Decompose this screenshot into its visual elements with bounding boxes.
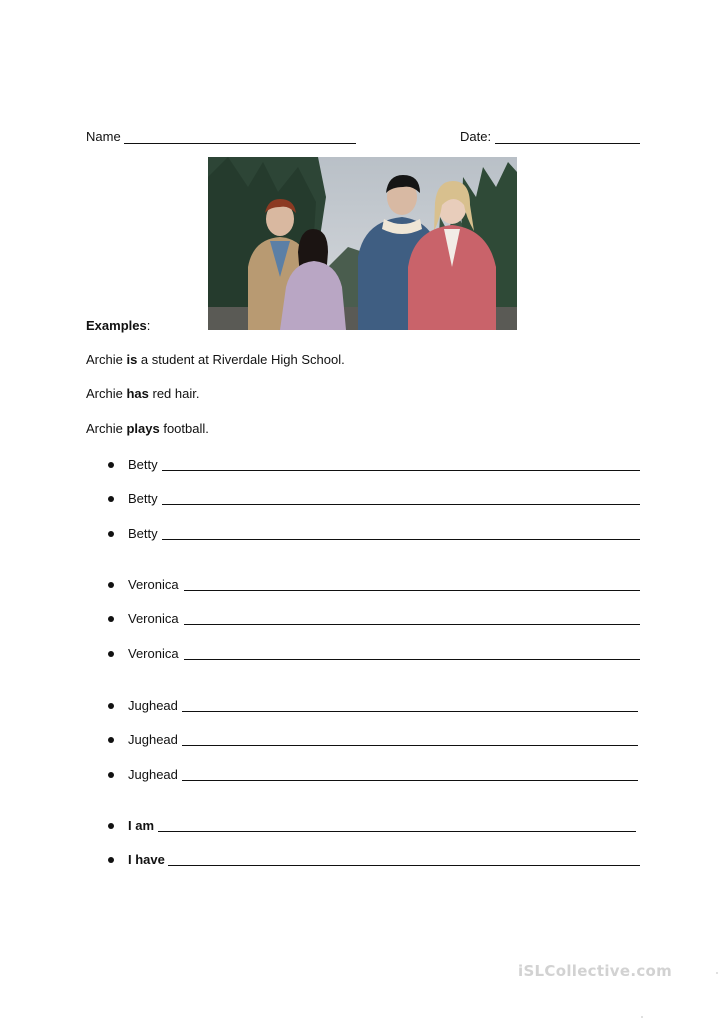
list-item bbox=[108, 698, 640, 716]
list-item bbox=[108, 491, 640, 509]
bullet-icon bbox=[108, 857, 114, 863]
prompt-label: I have bbox=[128, 852, 165, 867]
prompt-label: Jughead bbox=[128, 732, 178, 747]
example-sentence-2: Archie has red hair. bbox=[86, 386, 200, 401]
list-item bbox=[108, 577, 640, 595]
answer-line[interactable] bbox=[162, 539, 640, 540]
riverdale-cast-photo bbox=[208, 157, 517, 330]
list-item bbox=[108, 732, 640, 750]
bullet-icon bbox=[108, 462, 114, 468]
date-input-line[interactable] bbox=[495, 143, 640, 144]
answer-line[interactable] bbox=[182, 711, 638, 712]
prompt-label: Veronica bbox=[128, 577, 179, 592]
bullet-icon bbox=[108, 772, 114, 778]
name-input-line[interactable] bbox=[124, 143, 356, 144]
answer-line[interactable] bbox=[158, 831, 636, 832]
prompt-label: Jughead bbox=[128, 698, 178, 713]
list-item bbox=[108, 646, 640, 664]
bullet-icon bbox=[108, 651, 114, 657]
bullet-icon bbox=[108, 582, 114, 588]
speck-icon bbox=[716, 972, 718, 974]
bullet-icon bbox=[108, 531, 114, 537]
bullet-icon bbox=[108, 496, 114, 502]
date-label: Date: bbox=[460, 129, 492, 144]
name-label: Name bbox=[86, 129, 121, 144]
answer-line[interactable] bbox=[162, 504, 640, 505]
bullet-icon bbox=[108, 823, 114, 829]
bullet-icon bbox=[108, 616, 114, 622]
example-sentence-1: Archie is a student at Riverdale High School. bbox=[86, 352, 345, 367]
answer-line[interactable] bbox=[184, 590, 640, 591]
list-item bbox=[108, 611, 640, 629]
answer-line[interactable] bbox=[182, 780, 638, 781]
prompt-label: Betty bbox=[128, 457, 158, 472]
prompt-label: Veronica bbox=[128, 646, 179, 661]
answer-line[interactable] bbox=[184, 624, 640, 625]
speck-icon bbox=[641, 1016, 643, 1018]
example-sentence-3: Archie plays football. bbox=[86, 421, 209, 436]
answer-line[interactable] bbox=[162, 470, 640, 471]
answer-line[interactable] bbox=[182, 745, 638, 746]
prompt-label: Betty bbox=[128, 491, 158, 506]
answer-line[interactable] bbox=[168, 865, 640, 866]
list-item bbox=[108, 767, 640, 785]
bullet-icon bbox=[108, 703, 114, 709]
watermark-logo: iSLCollective.com bbox=[518, 962, 673, 980]
list-item bbox=[108, 818, 640, 836]
prompt-label: Jughead bbox=[128, 767, 178, 782]
prompt-label: I am bbox=[128, 818, 155, 833]
prompt-label: Veronica bbox=[128, 611, 179, 626]
answer-line[interactable] bbox=[184, 659, 640, 660]
list-item bbox=[108, 852, 640, 870]
bullet-icon bbox=[108, 737, 114, 743]
list-item bbox=[108, 526, 640, 544]
list-item bbox=[108, 457, 640, 475]
examples-heading: Examples: bbox=[86, 318, 151, 333]
prompt-label: Betty bbox=[128, 526, 158, 541]
